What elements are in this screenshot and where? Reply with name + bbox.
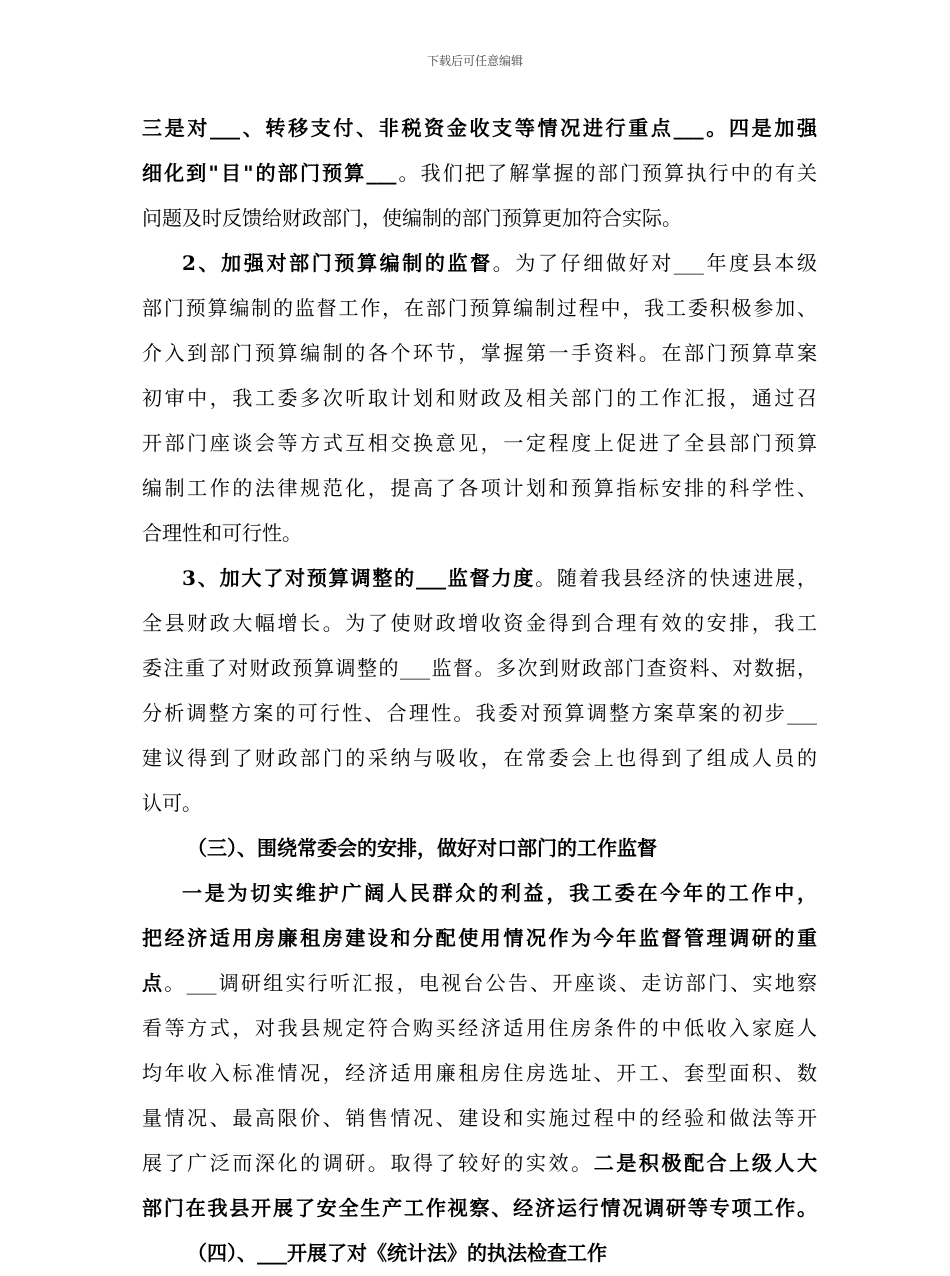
paragraph-heading: 2、加强对部门预算编制的监督 bbox=[182, 251, 493, 275]
text-segment: 二是积极配合上级人大 bbox=[593, 1151, 818, 1175]
text-segment: 分析调整方案的可行性、合理性。我委对预算调整方案草案的初步___ bbox=[142, 701, 817, 725]
text-line bbox=[142, 466, 817, 511]
text-line bbox=[142, 151, 817, 196]
text-segment: 。我们把了解掌握的部门预算执行中的有关 bbox=[396, 161, 818, 185]
text-segment: 点 bbox=[142, 971, 165, 995]
text-segment: 委注重了对财政预算调整的___监督。多次到财政部门查资料、对数据， bbox=[142, 656, 817, 680]
section-heading-text: （三）、围绕常委会的安排，做好对口部门的工作监督 bbox=[187, 836, 657, 860]
text-line bbox=[142, 376, 817, 421]
section-heading-text: （四）、___开展了对《统计法》的执法检查工作 bbox=[187, 1241, 607, 1265]
text-line bbox=[142, 601, 817, 646]
paragraph-heading: 3、加大了对预算调整的___监督力度 bbox=[182, 566, 536, 590]
text-segment: 问题及时反馈给财政部门，使编制的部门预算更加符合实际。 bbox=[142, 206, 682, 230]
text-segment: 部门在我县开展了安全生产工作视察、经济运行情况调研等专项工作。 bbox=[142, 1196, 817, 1220]
text-line bbox=[142, 106, 817, 151]
text-segment: 初审中，我工委多次听取计划和财政及相关部门的工作汇报，通过召 bbox=[142, 386, 817, 410]
text-segment: 开部门座谈会等方式互相交换意见，一定程度上促进了全县部门预算 bbox=[142, 431, 817, 455]
text-line bbox=[142, 916, 817, 961]
text-segment: 介入到部门预算编制的各个环节，掌握第一手资料。在部门预算草案 bbox=[142, 341, 817, 365]
text-segment: 把经济适用房廉租房建设和分配使用情况作为今年监督管理调研的重 bbox=[142, 926, 817, 950]
text-line bbox=[142, 1051, 817, 1096]
text-line bbox=[142, 1006, 817, 1051]
section-heading bbox=[142, 826, 817, 871]
text-segment: 。随着我县经济的快速进展， bbox=[535, 566, 817, 590]
text-segment: 全县财政大幅增长。为了使财政增收资金得到合理有效的安排，我工 bbox=[142, 611, 817, 635]
section-heading bbox=[142, 1231, 817, 1276]
text-segment: 认可。 bbox=[142, 791, 202, 815]
text-line bbox=[142, 511, 817, 556]
paragraph-heading-line bbox=[142, 556, 817, 601]
text-line bbox=[142, 781, 817, 826]
text-segment: 部门预算编制的监督工作，在部门预算编制过程中，我工委积极参加、 bbox=[142, 296, 817, 320]
text-segment: 均年收入标准情况，经济适用廉租房住房选址、开工、套型面积、数 bbox=[142, 1061, 817, 1085]
text-line bbox=[142, 286, 817, 331]
paragraph-heading-line bbox=[142, 241, 817, 286]
text-line bbox=[142, 961, 817, 1006]
text-line bbox=[142, 871, 817, 916]
text-segment: 看等方式，对我县规定符合购买经济适用住房条件的中低收入家庭人 bbox=[142, 1016, 817, 1040]
text-line bbox=[142, 736, 817, 781]
text-line bbox=[142, 1186, 817, 1231]
text-segment: 。为了仔细做好对___年度县本级 bbox=[492, 251, 818, 275]
text-segment: 建议得到了财政部门的采纳与吸收，在常委会上也得到了组成人员的 bbox=[142, 746, 817, 770]
text-line bbox=[142, 1141, 817, 1186]
text-segment: 量情况、最高限价、销售情况、建设和实施过程中的经验和做法等开 bbox=[142, 1106, 817, 1130]
text-segment: 编制工作的法律规范化，提高了各项计划和预算指标安排的科学性、 bbox=[142, 476, 817, 500]
text-segment: 三是对___、转移支付、非税资金收支等情况进行重点___。四是加强 bbox=[142, 116, 817, 140]
text-line bbox=[142, 421, 817, 466]
text-segment: 一是为切实维护广阔人民群众的利益，我工委在今年的工作中， bbox=[182, 881, 817, 905]
text-line bbox=[142, 691, 817, 736]
text-segment: 展了广泛而深化的调研。取得了较好的实效。 bbox=[142, 1151, 594, 1175]
text-line bbox=[142, 331, 817, 376]
text-line bbox=[142, 196, 817, 241]
text-line bbox=[142, 646, 817, 691]
text-segment: 合理性和可行性。 bbox=[142, 521, 302, 545]
text-segment: 细化到"目"的部门预算___ bbox=[142, 161, 397, 185]
document-body bbox=[142, 106, 817, 1276]
page-header-note: 下载后可任意编辑 bbox=[426, 54, 523, 68]
text-segment: 。___调研组实行听汇报，电视台公告、开座谈、走访部门、实地察 bbox=[164, 971, 818, 995]
text-line bbox=[142, 1096, 817, 1141]
